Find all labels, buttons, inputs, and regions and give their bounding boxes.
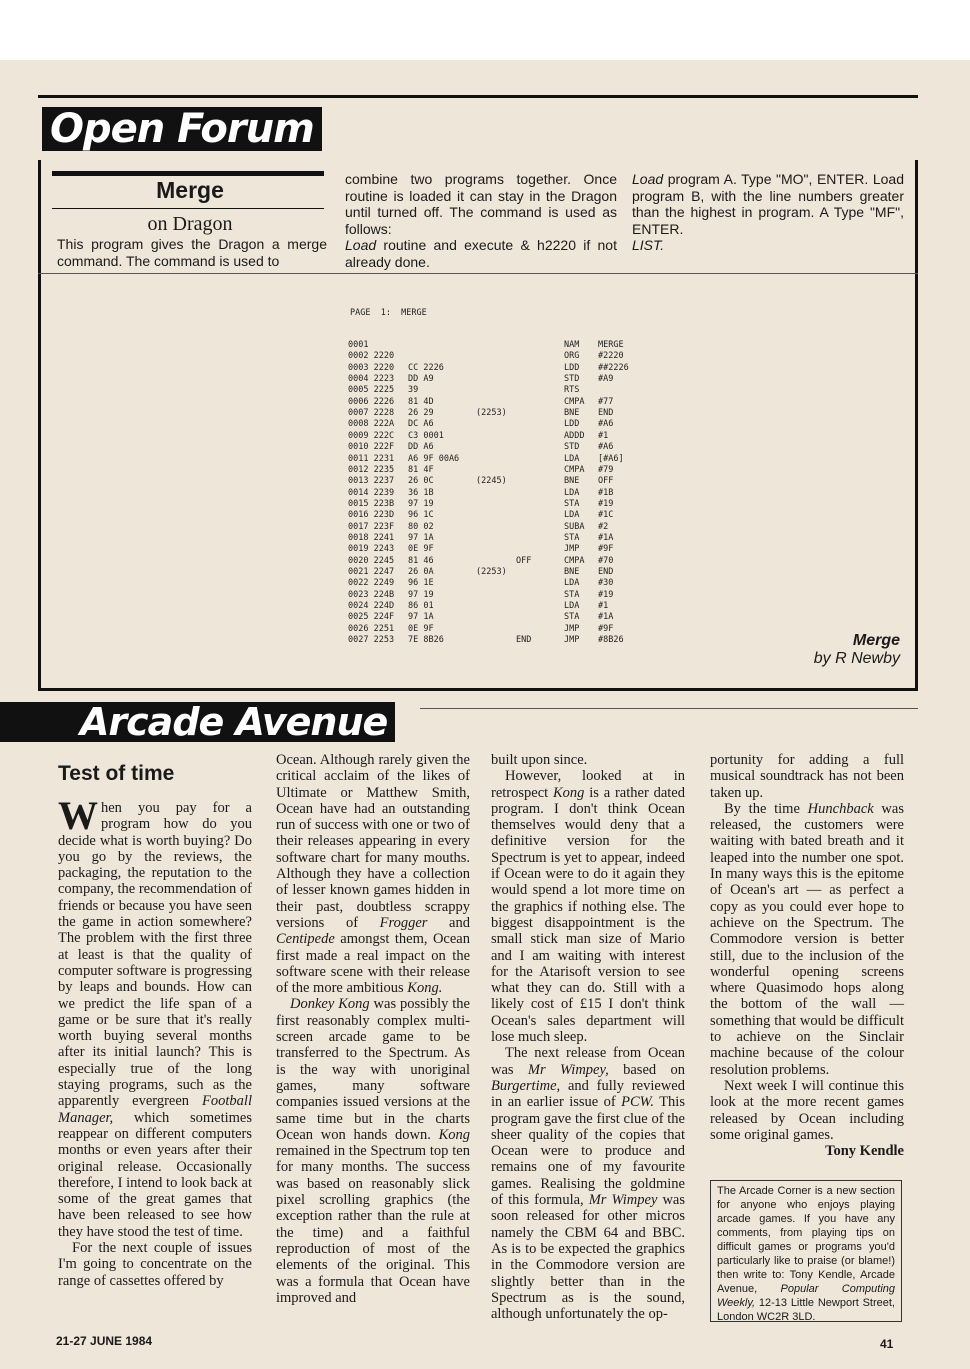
col3-text-g: This program gave the first clue of the sheer quality of the copies that Ocean were to produce and remains one of my favourite games. Realising the goldmine of this formula, <box>491 1094 685 1209</box>
col4-text-d: Next week I will continue this look at the more recent games released by Ocean including some original games. <box>710 1077 904 1143</box>
listing-cell: STA <box>564 532 580 543</box>
col2-em-centipede: Centipede <box>276 931 335 948</box>
listing-cell: #1 <box>598 601 609 612</box>
arcade-corner-box <box>710 1180 902 1322</box>
listing-cell: #1C <box>598 510 614 521</box>
right-frame-rule <box>915 160 918 690</box>
listing-cell: DD A9 <box>408 374 434 385</box>
author-signature: Tony Kendle <box>825 1143 904 1160</box>
listing-cell: 26 0C <box>408 476 434 487</box>
listing-cell: 0022 2249 <box>348 578 395 589</box>
page-number: 41 <box>880 1337 894 1351</box>
listing-cell: 0E 9F <box>408 544 434 555</box>
col2-text-c: was possibly the first reasonably complex multi-screen arcade game to be transferred to the Spectrum. As is the way with unoriginal games, many software companies issued versions at the same time but in the charts Ocean won hands down. <box>276 996 470 1143</box>
listing-cell: 86 01 <box>408 601 434 612</box>
arcade-column-3 <box>491 752 685 1322</box>
listing-cell: #77 <box>598 396 614 407</box>
col4-text-a: portunity for adding a full musical soundtrack has not been taken up. <box>710 752 904 801</box>
col2-em-donkey-kong: Donkey Kong <box>290 996 370 1013</box>
col3-em-mr-wimpey-2: Mr Wimpey <box>588 1192 658 1209</box>
col2-text-b: amongst them, Ocean first made a real impact on the software scene with their release of the more ambitious <box>276 931 470 997</box>
listing-cell: 39 <box>408 385 419 396</box>
listing-cell: #A9 <box>598 374 614 385</box>
listing-cell: 0017 223F <box>348 521 395 532</box>
listing-cell: #70 <box>598 555 614 566</box>
col3-text-d: The next release from Ocean was <box>491 1045 685 1078</box>
listing-cell: BNE <box>564 476 580 487</box>
col2-text-a: Ocean. Although rarely given the critical acclaim of the likes of Ultimate or Matthew Smith, Ocean have had an outstanding run of success with one or two of their releases appearing in every software chart for many mouths. Although they have a collection of lesser known games hidden in their past, doubtless scrappy versions of <box>276 752 470 931</box>
col3-em-pcw: PCW. <box>621 1094 655 1111</box>
merge-subtitle: on Dragon <box>147 213 233 235</box>
listing-cell: 26 29 <box>408 408 434 419</box>
listing-cell: LDA <box>564 487 580 498</box>
listing-cell: 81 4D <box>408 396 434 407</box>
box-text-a: The Arcade Corner is a new section for anyone who enjoys playing arcade games. If you have any comments, from playing tips on difficult games or programs you'd particularly like to praise (or blame!) then write to: Tony Kendle, Arcade Avenue, <box>717 1185 895 1295</box>
listing-cell: LDA <box>564 453 580 464</box>
listing-cell: 0002 2220 <box>348 351 395 362</box>
listing-cell: DD A6 <box>408 442 434 453</box>
listing-cell: ADDD <box>564 430 585 441</box>
listing-cell: OFF <box>516 555 532 566</box>
listing-cell: RTS <box>564 385 580 396</box>
listing-cell: 97 19 <box>408 589 434 600</box>
listing-cell: SUBA <box>564 521 585 532</box>
listing-cell: 0013 2237 <box>348 476 395 487</box>
col1-em-football-manager: Football Manager, <box>58 1093 252 1126</box>
col4-text-c: was released, the customers were waiting with bated breath and it leaped into the number one spot. In many ways this is the epitome of Ocean's art — as perfect a copy as you could ever hope to achieve on the Spectrum. The Commodore version is better still, due to the inclusion of the wonderful opening screens where Quasimodo hops along the bottom of the wall — something that would be difficult to achieve on the Sinclair machine because of the colour resolution problems. <box>710 800 904 1078</box>
listing-cell: ORG <box>564 351 580 362</box>
code-listing <box>348 340 648 650</box>
listing-cell: (2253) <box>476 408 507 419</box>
col3-em-burgertime: Burgertime, <box>491 1077 561 1094</box>
merge-credit-title: Merge <box>852 632 900 649</box>
listing-cell: #1 <box>598 430 609 441</box>
listing-cell: #9F <box>598 623 614 634</box>
col2-text-d: remained in the Spectrum top ten for many months. The success was based on reasonably slick pixel scrolling graphics (the exception rather than the rule at the time) and a faithful reproduction of most of the elements of the original. This was a formula that Ocean have improved and <box>276 1143 470 1306</box>
box-em-publication: Popular Computing Weekly, <box>717 1283 895 1309</box>
merge-title-underline <box>52 208 324 209</box>
left-frame-rule <box>38 160 41 690</box>
listing-cell: STA <box>564 498 580 509</box>
listing-cell: CC 2226 <box>408 362 444 373</box>
listing-cell: 0010 222F <box>348 442 395 453</box>
col2-em-kong: Kong. <box>407 980 443 997</box>
listing-cell: JMP <box>564 623 580 634</box>
merge-col1-text: This program gives the Dragon a merge command. The command is used to <box>57 236 327 269</box>
listing-cell: 0005 2225 <box>348 385 395 396</box>
merge-col2-para-b: routine and execute & h2220 if not already done. <box>345 237 617 270</box>
listing-cell: STA <box>564 589 580 600</box>
listing-cell: #2 <box>598 521 609 532</box>
listing-cell: MERGE <box>598 340 624 350</box>
listing-cell: 96 1C <box>408 510 434 521</box>
listing-cell: LDD <box>564 419 580 430</box>
listing-cell: #19 <box>598 589 614 600</box>
arcade-top-rule <box>420 708 918 709</box>
listing-cell: 0012 2235 <box>348 464 395 475</box>
listing-cell: #1B <box>598 487 614 498</box>
listing-cell: END <box>516 635 532 646</box>
listing-cell: LDA <box>564 578 580 589</box>
listing-cell: OFF <box>598 476 614 487</box>
merge-column-3 <box>632 171 904 254</box>
listing-cell: (2253) <box>476 567 507 577</box>
listing-cell: CMPA <box>564 396 585 407</box>
col3-text-h: was soon released for other micros namely the CBM 64 and BBC. As is to be expected the graphics in the Commodore version are slightly better than in the Spectrum as is the sound, although unfortunately the op- <box>491 1192 685 1323</box>
listing-cell: 0019 2243 <box>348 544 395 555</box>
listing-cell: 0006 2226 <box>348 396 395 407</box>
listing-cell: 0E 9F <box>408 623 434 634</box>
listing-cell: END <box>598 408 614 419</box>
col3-text-e: based on <box>608 1061 685 1078</box>
col3-em-mr-wimpey: Mr Wimpey, <box>527 1061 609 1078</box>
merge-column-2 <box>345 171 617 270</box>
listing-cell: 0027 2253 <box>348 635 395 646</box>
merge-col2-para-a: combine two programs together. Once routine is loaded it can stay in the Dragon until turned off. The command is used as follows: <box>345 171 617 237</box>
listing-cell: JMP <box>564 544 580 555</box>
listing-header: PAGE 1: MERGE <box>350 308 427 318</box>
listing-cell: ##2226 <box>598 362 629 373</box>
col4-text-b: By the time <box>724 800 808 817</box>
listing-cell: 81 4F <box>408 464 434 475</box>
listing-cell: LDA <box>564 510 580 521</box>
open-forum-banner: Open Forum <box>42 107 322 151</box>
listing-cell: C3 0001 <box>408 430 444 441</box>
col1-para-2: For the next couple of issues I'm going to concentrate on the range of cassettes offered by <box>58 1240 252 1289</box>
arcade-column-2 <box>276 752 470 1306</box>
listing-cell: 0025 224F <box>348 612 395 623</box>
col3-em-kong: Kong <box>552 784 585 801</box>
listing-cell: 0024 224D <box>348 601 395 612</box>
listing-cell: 0016 223D <box>348 510 395 521</box>
listing-cell: #1A <box>598 612 614 623</box>
listing-cell: #30 <box>598 578 614 589</box>
listing-cell: #79 <box>598 464 614 475</box>
merge-col2-em: Load <box>345 237 377 253</box>
col2-em-kong-2: Kong <box>438 1126 470 1143</box>
col2-em-frogger: Frogger <box>379 914 428 931</box>
col4-em-hunchback: Hunchback <box>807 800 874 817</box>
merge-title: Merge <box>156 177 224 203</box>
col3-text-b: However, looked at in retrospect <box>491 768 685 801</box>
listing-cell: 0018 2241 <box>348 532 395 543</box>
listing-cell: #A6 <box>598 419 614 430</box>
listing-cell: STD <box>564 442 580 453</box>
listing-cell: 0020 2245 <box>348 555 395 566</box>
listing-cell: 81 46 <box>408 555 434 566</box>
listing-cell: 0008 222A <box>348 419 395 430</box>
listing-cell: 80 02 <box>408 521 434 532</box>
listing-cell: #1A <box>598 532 614 543</box>
listing-cell: NAM <box>564 340 580 350</box>
col2-text-and: and <box>427 914 470 931</box>
listing-cell: CMPA <box>564 555 585 566</box>
listing-cell: 97 1A <box>408 532 434 543</box>
merge-col3-em: Load <box>632 171 664 187</box>
listing-cell: 36 1B <box>408 487 434 498</box>
listing-frame-top <box>38 273 918 274</box>
col3-text-c: is a rather dated program. I don't think Ocean themselves would deny that a definitive version for the Spectrum is yet to appear, indeed if Ocean were to do it again they would spend a lot more time on the graphics if nothing else. The biggest disappointment is the small stick man size of Mario and I am waiting with interest for the Atarisoft version to see what they can do. Still with a likely cost of £15 I don't think Ocean's sales department will lose much sleep. <box>491 784 685 1046</box>
magazine-page <box>0 60 970 1369</box>
listing-cell: (2245) <box>476 476 507 487</box>
listing-cell: DC A6 <box>408 419 434 430</box>
listing-cell: STD <box>564 374 580 385</box>
merge-credit-author: by R Newby <box>813 650 900 667</box>
listing-cell: 97 19 <box>408 498 434 509</box>
listing-cell: #19 <box>598 498 614 509</box>
col3-text-a: built upon since. <box>491 752 588 768</box>
listing-cell: CMPA <box>564 464 585 475</box>
listing-cell: [#A6] <box>598 453 624 464</box>
listing-cell: END <box>598 567 614 577</box>
arcade-column-4 <box>710 752 904 1159</box>
listing-cell: BNE <box>564 408 580 419</box>
listing-cell: 0003 2220 <box>348 362 395 373</box>
col1-text-b: which sometimes reappear on different computers months or even years after their original release. Occasionally therefore, I intend to look back at some of the great games that have been released to see how they have stood the test of time. <box>58 1109 252 1240</box>
listing-cell: 0007 2228 <box>348 408 395 419</box>
listing-cell: 96 1E <box>408 578 434 589</box>
merge-col3-para-a: program A. Type "MO", ENTER. Load program B, with the line numbers greater than the highest in program. A Type "MF", ENTER. <box>632 171 904 237</box>
drop-cap: W <box>58 793 98 838</box>
listing-cell: JMP <box>564 635 580 646</box>
listing-cell: #A6 <box>598 442 614 453</box>
listing-cell: 0015 223B <box>348 498 395 509</box>
listing-cell: #8B26 <box>598 635 624 646</box>
arcade-title: Test of time <box>58 762 175 785</box>
box-text-b: 12-13 Little Newport Street, London WC2R 3LD. <box>717 1297 895 1323</box>
issue-date: 21-27 JUNE 1984 <box>56 1334 153 1348</box>
merge-column-1 <box>57 236 327 269</box>
col1-text-a: hen you pay for a program how do you decide what is worth buying? Do you go by the reviews, the packaging, the reputation to the company, the recommendation of friends or because you have seen the game in action somewhere? The problem with the first three at least is that the quality of computer software is progressing by leaps and bounds. How can we predict the life span of a game or be sure that it's really worth buying several months after its initial launch? This is especially true of the long staying programs, such as the apparently evergreen <box>58 800 252 1110</box>
mid-rule <box>38 688 918 691</box>
top-rule <box>38 95 918 98</box>
col3-text-f: and fully reviewed in an earlier issue of <box>491 1077 685 1111</box>
listing-cell: 7E 8B26 <box>408 635 444 646</box>
listing-cell: 0026 2251 <box>348 623 395 634</box>
arcade-column-1 <box>58 762 252 1289</box>
listing-cell: 0021 2247 <box>348 567 395 577</box>
listing-cell: #9F <box>598 544 614 555</box>
listing-cell: LDA <box>564 601 580 612</box>
listing-cell: 0004 2223 <box>348 374 395 385</box>
listing-cell: A6 9F 00A6 <box>408 453 460 464</box>
listing-cell: 26 0A <box>408 567 434 577</box>
listing-cell: 0011 2231 <box>348 453 395 464</box>
listing-cell: 0001 <box>348 340 369 350</box>
listing-cell: BNE <box>564 567 580 577</box>
listing-cell: STA <box>564 612 580 623</box>
listing-cell: 97 1A <box>408 612 434 623</box>
listing-cell: 0009 222C <box>348 430 395 441</box>
merge-col3-para-b: LIST. <box>632 237 665 253</box>
arcade-avenue-banner: Arcade Avenue <box>0 702 395 742</box>
listing-cell: 0023 224B <box>348 589 395 600</box>
listing-cell: 0014 2239 <box>348 487 395 498</box>
listing-cell: LDD <box>564 362 580 373</box>
listing-cell: #2220 <box>598 351 624 362</box>
